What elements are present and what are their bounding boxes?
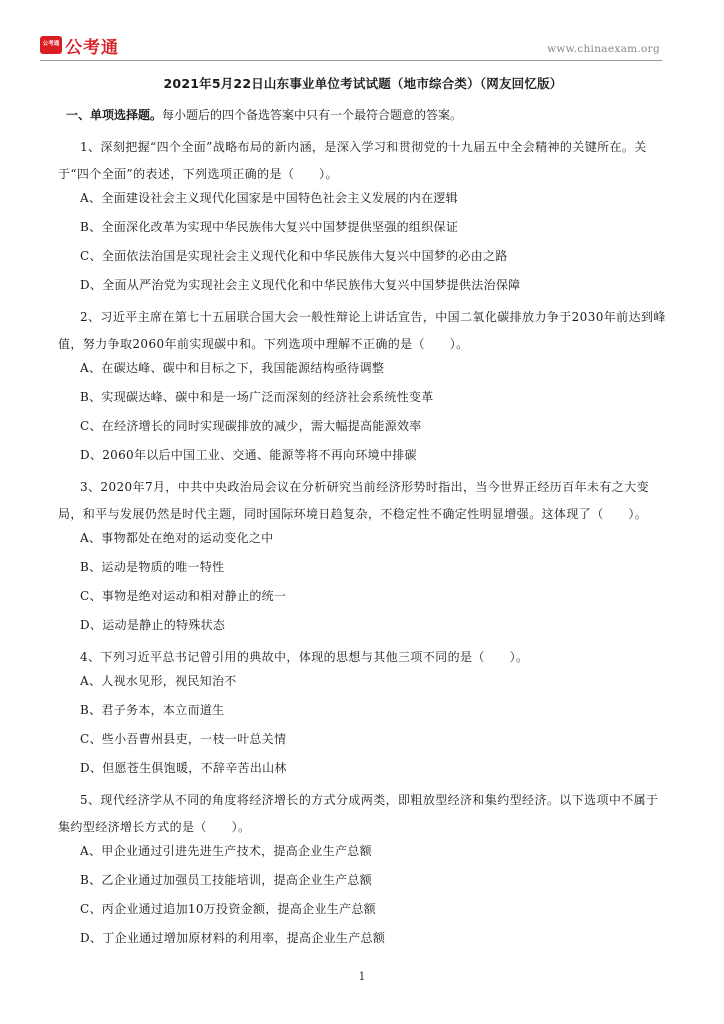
question-stem: 2、习近平主席在第七十五届联合国大会一般性辩论上讲话宣告，中国二氧化碳排放力争于2030年前达到峰值，努力争取2060年前实现碳中和。下列选项中理解不正确的是（ ）。 [58,310,666,351]
option-a: A、甲企业通过引进先进生产技术，提高企业生产总额 [80,844,372,858]
option-c: C、在经济增长的同时实现碳排放的减少，需大幅提高能源效率 [80,419,422,433]
question-3 [58,474,668,635]
option-a: A、在碳达峰、碳中和目标之下，我国能源结构亟待调整 [80,361,385,375]
question-1 [58,134,668,295]
question-stem: 4、下列习近平总书记曾引用的典故中，体现的思想与其他三项不同的是（ ）。 [80,650,529,664]
option-a: A、事物都处在绝对的运动变化之中 [80,531,274,545]
option-d: D、丁企业通过增加原材料的利用率，提高企业生产总额 [80,931,386,945]
logo-badge-icon: 公考通 [40,36,62,54]
section-instruction: 每小题后的四个备选答案中只有一个最符合题意的答案。 [162,108,463,122]
option-a: A、人视水见形，视民知治不 [80,674,237,688]
option-d: D、但愿苍生俱饱暖，不辞辛苦出山林 [80,761,287,775]
option-c: C、全面依法治国是实现社会主义现代化和中华民族伟大复兴中国梦的必由之路 [80,249,508,263]
question-5 [58,787,668,948]
section-heading [66,105,668,125]
page-number: 1 [358,970,366,983]
option-b: B、实现碳达峰、碳中和是一场广泛而深刻的经济社会系统性变革 [80,390,434,404]
option-c: C、些小吾曹州县吏，一枝一叶总关情 [80,732,287,746]
question-stem: 1、深刻把握“四个全面”战略布局的新内涵，是深入学习和贯彻党的十九届五中全会精神的关键所在。关于“四个全面”的表述，下列选项正确的是（ ）。 [58,140,647,181]
option-d: D、全面从严治党为实现社会主义现代化和中华民族伟大复兴中国梦提供法治保障 [80,278,521,292]
header-divider [40,60,662,61]
option-b: B、君子务本，本立而道生 [80,703,225,717]
question-list [58,134,668,948]
question-2 [58,304,668,465]
option-d: D、2060年以后中国工业、交通、能源等将不再向环境中排碳 [80,448,417,462]
question-stem: 3、2020年7月，中共中央政治局会议在分析研究当前经济形势时指出，当今世界正经历百年未有之大变局，和平与发展仍然是时代主题，同时国际环境日趋复杂，不稳定性不确定性明显增强。这体现了（ ）。 [58,480,650,521]
question-stem: 5、现代经济学从不同的角度将经济增长的方式分成两类，即粗放型经济和集约型经济。以下选项中不属于集约型经济增长方式的是（ ）。 [58,793,659,834]
site-url[interactable]: www.chinaexam.org [547,43,660,55]
option-a: A、全面建设社会主义现代化国家是中国特色社会主义发展的内在逻辑 [80,191,458,205]
question-4 [58,644,668,778]
option-c: C、丙企业通过追加10万投资金额，提高企业生产总额 [80,902,376,916]
document-body [58,74,668,957]
option-c: C、事物是绝对运动和相对静止的统一 [80,589,287,603]
option-b: B、运动是物质的唯一特性 [80,560,225,574]
page-header [0,0,724,62]
logo-text: 公考通 [65,37,119,58]
section-heading-label: 一、单项选择题。 [66,108,163,122]
option-b: B、全面深化改革为实现中华民族伟大复兴中国梦提供坚强的组织保证 [80,220,459,234]
document-title: 2021年5月22日山东事业单位考试试题（地市综合类）（网友回忆版） [163,76,563,91]
option-d: D、运动是静止的特殊状态 [80,618,226,632]
logo[interactable] [40,34,119,56]
option-b: B、乙企业通过加强员工技能培训，提高企业生产总额 [80,873,373,887]
